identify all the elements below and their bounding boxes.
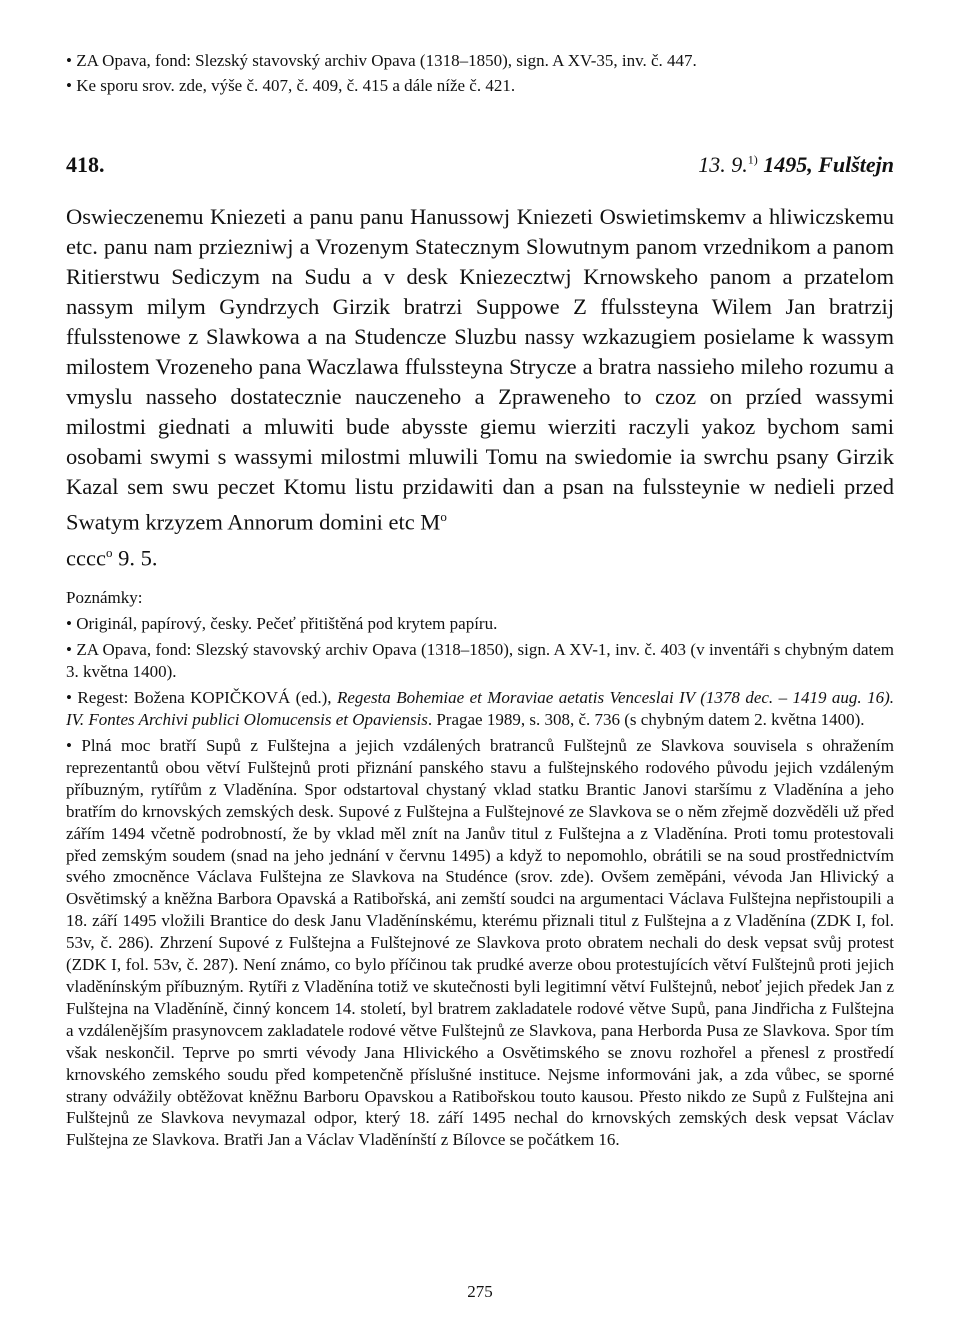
- document-page: [66, 50, 894, 1155]
- note-archive: • ZA Opava, fond: Slezský stavovský archiv Opava (1318–1850), sign. A XV-1, inv. č. 403 (v inventáři s chybným datem 3. května 1400).: [66, 640, 894, 681]
- entry-number: 418.: [66, 152, 105, 177]
- entry-header: [66, 152, 894, 192]
- entry-text-body: Oswieczenemu Kniezeti a panu panu Hanussowj Kniezeti Oswietimskemv a hliwiczskemu etc. panu nam prziezniwj a Vrozenym Statecznym Slowutnym panom vrzednikom a panom Ritierstwu Sediczym na Sudu a v desk Kniezecztwj Krnowskeho panom a przatelom nassym milym Gyndrzych Girzik bratrzi Suppowe Z ffulssteyna Wilem Jan bratrzij ffulsstenowe z Slawkowa a na Studencze Sluzbu nassy wzkazugiem posielame k wassym milostem Vrozeneho pana Waczlawa ffulssteyna Strycze a bratra nassieho mileho rozumu a vmyslu nasseho dostatecznie nauczeneho a Zpraweneho to czoz on przíed wassymi milostmi giednati a mluwiti bude abysste giemu wierziti raczyli yakoz bychom sami osobami swymi s wassymi milostmi mluwili Tomu na swiedomie ia swrchu psany Girzik Kazal sem swu peczet Ktomu listu przidawiti dan a psan na fulssteynie w nedieli przed Swatym krzyzem Annorum domini etc M: [66, 204, 894, 535]
- entry-year-place: 1495, Fulštejn: [763, 152, 894, 177]
- top-note-2: • Ke sporu srov. zde, výše č. 407, č. 409, č. 415 a dále níže č. 421.: [66, 76, 516, 95]
- top-note-1: • ZA Opava, fond: Slezský stavovský archiv Opava (1318–1850), sign. A XV-35, inv. č. 447.: [66, 51, 697, 70]
- note-regest: [66, 687, 894, 731]
- note-commentary: • Plná moc bratří Supů z Fulštejna a jejich vzdálených bratranců Fulštejnů ze Slavkova souvisela s ohražením reprezentantů obou větví Fulštejnů proti přiznání panského stavu a fulštejnského rodového původu jejich vzdáleným příbuzným, rytířům z Vladěnína. Spor odstartoval chystaný vklad statku Brantic Janovi staršímu z Vladěnína a jeho bratřím do krnovských zemských desk. Supové z Fulštejna a Fulštejnové ze Slavkova se o něm zřejmě dozvěděli už před zářím 1494 včetně podrobností, že by vklad měl znít na Janův titul z Fulštejna a z Vladěnína. Proti tomu protestovali před zemským soudem (snad na jeho jednání v červnu 1495) a když to nepomohlo, obrátili se na soud prostřednictvím svého zmocněnce Václava Fulštejna ze Slavkova na Studénce (srov. zde). Ovšem zeměpáni, vévoda Jan Hlivický a Osvětimský a kněžna Barbora Opavská a Ratibořská, ani zemští soudci na argumentaci Václava Fulštejna nepřistoupili a 18. září 1495 vložili Brantice do desk Janu Vladěnínskému, kterému přiznali titul z Fulštejna a z Vladěnína (ZDK I, fol. 53v, č. 286). Zhrzení Supové z Fulštejna a Fulštejnové ze Slavkova proto obratem nechali do desk vepsat svůj protest (ZDK I, fol. 53v, č. 287). Není známo, co bylo příčinou tak prudké averze obou protestujících větví Fulštejnů proti jejich vladěnínským příbuzným. Rytíři z Vladěnína totiž ve skutečnosti byli legitimní větví Fulštejnů, neboť jejich předek Jan z Fulštejna na Vladěníně, činný koncem 14. století, byl bratrem zakladatele rodové větve Supů, pana Jindřicha z Fulštejna a vzdálenějším prasynovcem zakladatele rodové větve Fulštejnů ze Slavkova, pana Herborda Pusa ze Slavkova. Spor tím však neskončil. Teprve po smrti vévody Jana Hlivického a Osvětimského se znovu rozhořel a přenesl z prostředí krnovského zemského soudu před kompetenčně příslušné instituce. Nejsme informováni jak, a zda vůbec, se sporné strany odvážily obtěžovat kněžnu Barboru Opavskou a Ratibořskou touto kausou. Přesto nikdo ze Supů z Fulštejna ani Fulštejnů ze Slavkova nevymazal odpor, který 18. září 1495 nechal do krnovských zemských desk vepsat Václav Fulštejna ze Slavkova. Bratři Jan a Václav Vladěnínští z Bílovce se počátkem 16.: [66, 736, 894, 1150]
- entry-text-mid: cccc: [66, 545, 106, 570]
- notes-list: [66, 613, 894, 1151]
- entry-text-sup-1: o: [440, 509, 447, 524]
- entry-text-sup-2: o: [105, 544, 113, 560]
- note-regest-suffix: . Pragae 1989, s. 308, č. 736 (s chybným datem 2. května 1400).: [427, 710, 865, 729]
- date-footnote-marker: 1): [747, 152, 758, 167]
- entry-text: [66, 202, 894, 573]
- note-regest-title: Regesta Bohemiae et Moraviae aetatis Venceslai IV (1378 dec. – 1419 aug. 16). IV. Fontes Archivi publici Olomucensis et Opaviensis: [66, 688, 894, 729]
- notes-heading: Poznámky:: [66, 588, 143, 607]
- entry-day-month: 13. 9.: [698, 152, 748, 177]
- entry-text-end: 9. 5.: [112, 545, 158, 570]
- entry-date: [698, 152, 894, 178]
- note-regest-prefix: • Regest: Božena KOPIČKOVÁ (ed.),: [66, 688, 337, 707]
- page-number: 275: [467, 1282, 493, 1301]
- note-original: • Originál, papírový, česky. Pečeť přitištěná pod krytem papíru.: [66, 614, 498, 633]
